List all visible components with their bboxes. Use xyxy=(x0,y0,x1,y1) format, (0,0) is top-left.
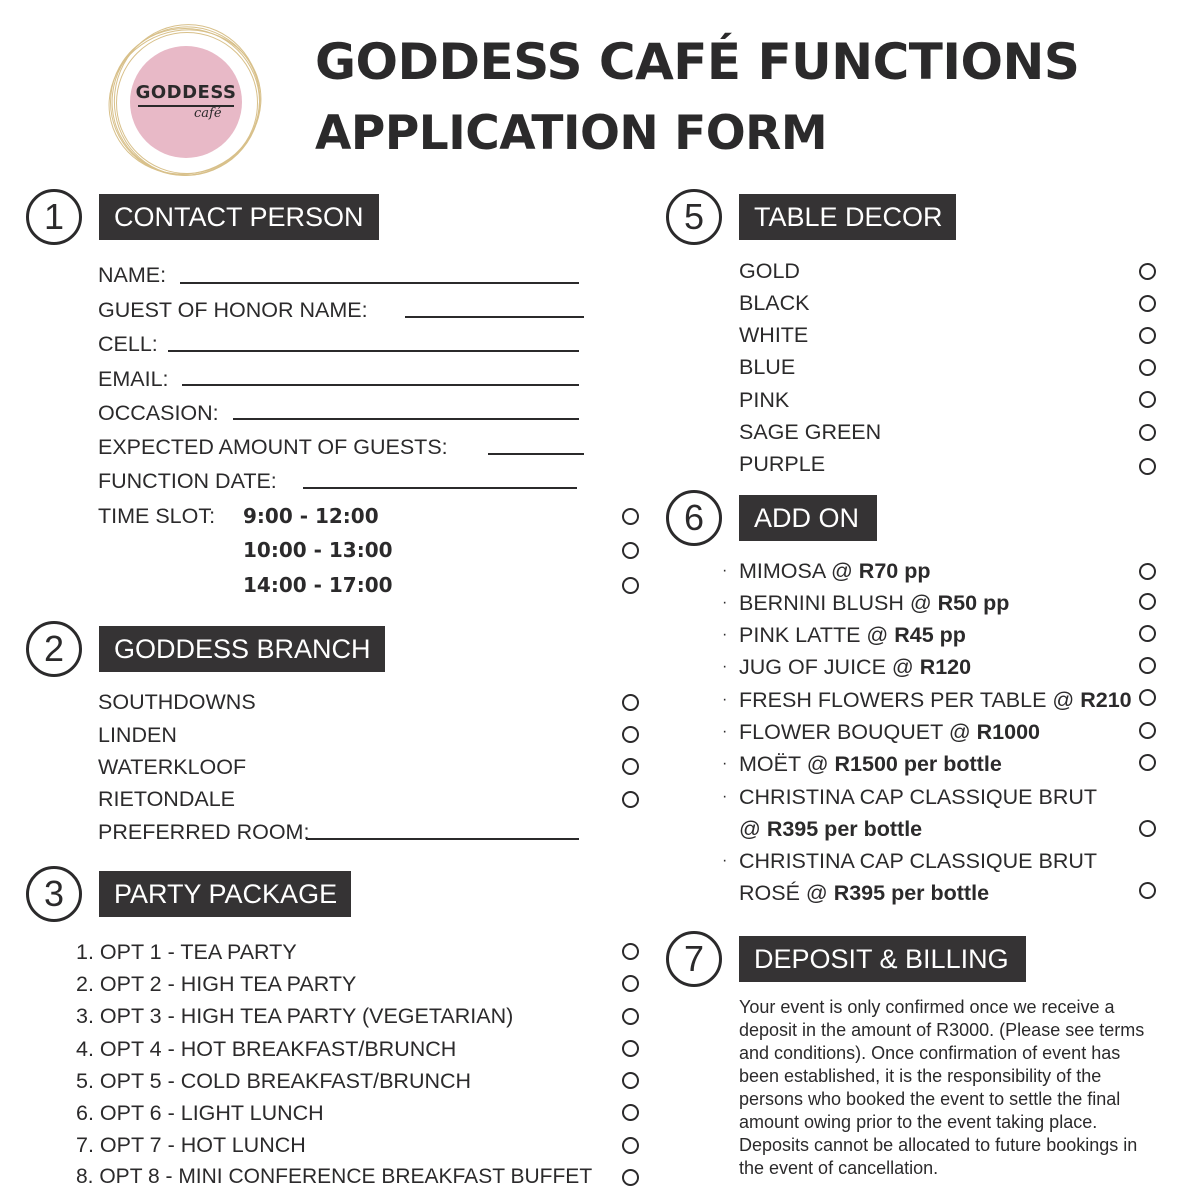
addon-pink-latte-radio[interactable] xyxy=(1139,625,1156,642)
decor-white-label: WHITE xyxy=(739,323,809,347)
package-option-2-radio[interactable] xyxy=(622,975,639,992)
addon-christina-brut-price: @ R395 per bottle xyxy=(739,817,923,841)
section-number-3: 3 xyxy=(26,866,82,922)
bullet-icon: · xyxy=(722,691,728,708)
addon-mimosa-radio[interactable] xyxy=(1139,563,1156,580)
addon-moet-label: MOËT @ R1500 per bottle xyxy=(739,752,1002,776)
expected-guests-field[interactable] xyxy=(488,453,584,455)
package-option-1-radio[interactable] xyxy=(622,943,639,960)
time-slot-radio-3[interactable] xyxy=(622,577,639,594)
decor-black-radio[interactable] xyxy=(1139,295,1156,312)
addon-flower-bouquet-label: FLOWER BOUQUET @ R1000 xyxy=(739,720,1041,744)
package-option-8-label: 8. OPT 8 - MINI CONFERENCE BREAKFAST BUFFET xyxy=(76,1165,593,1188)
decor-sage-green-label: SAGE GREEN xyxy=(739,420,882,444)
package-option-7-label: 7. OPT 7 - HOT LUNCH xyxy=(76,1133,306,1157)
decor-pink-radio[interactable] xyxy=(1139,391,1156,408)
branch-linden-radio[interactable] xyxy=(622,726,639,743)
addon-pink-latte-label: PINK LATTE @ R45 pp xyxy=(739,623,966,647)
decor-gold-label: GOLD xyxy=(739,259,800,283)
function-date-field[interactable] xyxy=(303,487,577,489)
cell-label: CELL: xyxy=(98,332,158,356)
addon-christina-brut-label: CHRISTINA CAP CLASSIQUE BRUT xyxy=(739,785,1098,809)
package-option-4-label: 4. OPT 4 - HOT BREAKFAST/BRUNCH xyxy=(76,1037,457,1061)
guest-of-honor-field[interactable] xyxy=(405,316,584,318)
addon-moet-radio[interactable] xyxy=(1139,754,1156,771)
bullet-icon: · xyxy=(722,788,728,805)
time-slot-radio-2[interactable] xyxy=(622,542,639,559)
preferred-room-field[interactable] xyxy=(306,838,579,840)
cell-field[interactable] xyxy=(168,350,579,352)
bullet-icon: · xyxy=(722,626,728,643)
addon-mimosa-label: MIMOSA @ R70 pp xyxy=(739,559,931,583)
section-number-1: 1 xyxy=(26,189,82,245)
addon-flower-bouquet-radio[interactable] xyxy=(1139,722,1156,739)
addon-jug-of-juice-radio[interactable] xyxy=(1139,657,1156,674)
addon-bernini-blush-label: BERNINI BLUSH @ R50 pp xyxy=(739,591,1010,615)
addon-bernini-blush-radio[interactable] xyxy=(1139,593,1156,610)
addon-fresh-flowers-radio[interactable] xyxy=(1139,689,1156,706)
addon-fresh-flowers-label: FRESH FLOWERS PER TABLE @ R210 xyxy=(739,688,1132,712)
bullet-icon: · xyxy=(722,594,728,611)
function-date-label: FUNCTION DATE: xyxy=(98,469,277,493)
bullet-icon: · xyxy=(722,658,728,675)
package-option-3-label: 3. OPT 3 - HIGH TEA PARTY (VEGETARIAN) xyxy=(76,1004,514,1028)
section-header-contact: CONTACT PERSON xyxy=(99,194,379,240)
package-option-4-radio[interactable] xyxy=(622,1040,639,1057)
section-number-2: 2 xyxy=(26,621,82,677)
package-option-5-label: 5. OPT 5 - COLD BREAKFAST/BRUNCH xyxy=(76,1069,472,1093)
decor-white-radio[interactable] xyxy=(1139,327,1156,344)
branch-rietondale-radio[interactable] xyxy=(622,791,639,808)
bullet-icon: · xyxy=(722,562,728,579)
section-number-5: 5 xyxy=(666,189,722,245)
time-slot-option-3: 14:00 - 17:00 xyxy=(243,573,393,597)
addon-christina-brut-radio[interactable] xyxy=(1139,820,1156,837)
time-slot-option-1: 9:00 - 12:00 xyxy=(243,504,379,528)
package-option-2-label: 2. OPT 2 - HIGH TEA PARTY xyxy=(76,972,357,996)
branch-rietondale-label: RIETONDALE xyxy=(98,787,235,811)
time-slot-option-2: 10:00 - 13:00 xyxy=(243,538,393,562)
page-title: GODDESS CAFÉ FUNCTIONS xyxy=(315,33,1080,91)
branch-southdowns-label: SOUTHDOWNS xyxy=(98,690,256,714)
preferred-room-label: PREFERRED ROOM: xyxy=(98,820,310,844)
email-label: EMAIL: xyxy=(98,367,169,391)
bullet-icon: · xyxy=(722,723,728,740)
section-header-addon: ADD ON xyxy=(739,495,877,541)
section-number-6: 6 xyxy=(666,490,722,546)
decor-gold-radio[interactable] xyxy=(1139,263,1156,280)
branch-waterkloof-radio[interactable] xyxy=(622,758,639,775)
name-field[interactable] xyxy=(180,282,579,284)
package-option-6-radio[interactable] xyxy=(622,1104,639,1121)
name-label: NAME: xyxy=(98,263,167,287)
section-header-package: PARTY PACKAGE xyxy=(99,871,351,917)
addon-christina-rose-radio[interactable] xyxy=(1139,882,1156,899)
package-option-8-radio[interactable] xyxy=(622,1169,639,1186)
addon-jug-of-juice-label: JUG OF JUICE @ R120 xyxy=(739,655,972,679)
goddess-cafe-logo xyxy=(108,24,264,180)
guest-of-honor-label: GUEST OF HONOR NAME: xyxy=(98,298,368,322)
decor-black-label: BLACK xyxy=(739,291,810,315)
bullet-icon: · xyxy=(722,755,728,772)
bullet-icon: · xyxy=(722,852,728,869)
branch-waterkloof-label: WATERKLOOF xyxy=(98,755,247,779)
time-slot-label: TIME SLOT: xyxy=(98,504,216,528)
addon-christina-rose-label: CHRISTINA CAP CLASSIQUE BRUT xyxy=(739,849,1098,873)
section-header-deposit: DEPOSIT & BILLING xyxy=(739,936,1026,982)
decor-purple-radio[interactable] xyxy=(1139,458,1156,475)
section-header-branch: GODDESS BRANCH xyxy=(99,626,385,672)
package-option-5-radio[interactable] xyxy=(622,1072,639,1089)
branch-linden-label: LINDEN xyxy=(98,723,177,747)
decor-blue-radio[interactable] xyxy=(1139,359,1156,376)
branch-southdowns-radio[interactable] xyxy=(622,694,639,711)
time-slot-radio-1[interactable] xyxy=(622,508,639,525)
decor-sage-green-radio[interactable] xyxy=(1139,424,1156,441)
occasion-field[interactable] xyxy=(233,418,579,420)
decor-blue-label: BLUE xyxy=(739,355,796,379)
logo-sub: café xyxy=(194,106,222,121)
page-subtitle: APPLICATION FORM xyxy=(315,106,828,161)
addon-christina-rose-price: ROSÉ @ R395 per bottle xyxy=(739,881,990,905)
package-option-1-label: 1. OPT 1 - TEA PARTY xyxy=(76,940,297,964)
decor-purple-label: PURPLE xyxy=(739,452,826,476)
email-field[interactable] xyxy=(182,384,579,386)
section-number-7: 7 xyxy=(666,931,722,987)
package-option-7-radio[interactable] xyxy=(622,1137,639,1154)
logo-brand: GODDESS xyxy=(135,82,237,103)
expected-guests-label: EXPECTED AMOUNT OF GUESTS: xyxy=(98,435,448,459)
deposit-terms-text: Your event is only confirmed once we receive a deposit in the amount of R3000. (Please see terms and conditions). Once confirmation of event has been established, it is the responsibility of the persons who booked the event to settle the final amount owing prior to the event taking place. Deposits cannot be allocated to future bookings in the event of cancellation. xyxy=(739,997,1145,1178)
package-option-3-radio[interactable] xyxy=(622,1008,639,1025)
package-option-6-label: 6. OPT 6 - LIGHT LUNCH xyxy=(76,1101,324,1125)
occasion-label: OCCASION: xyxy=(98,401,219,425)
decor-pink-label: PINK xyxy=(739,388,790,412)
section-header-decor: TABLE DECOR xyxy=(739,194,956,240)
